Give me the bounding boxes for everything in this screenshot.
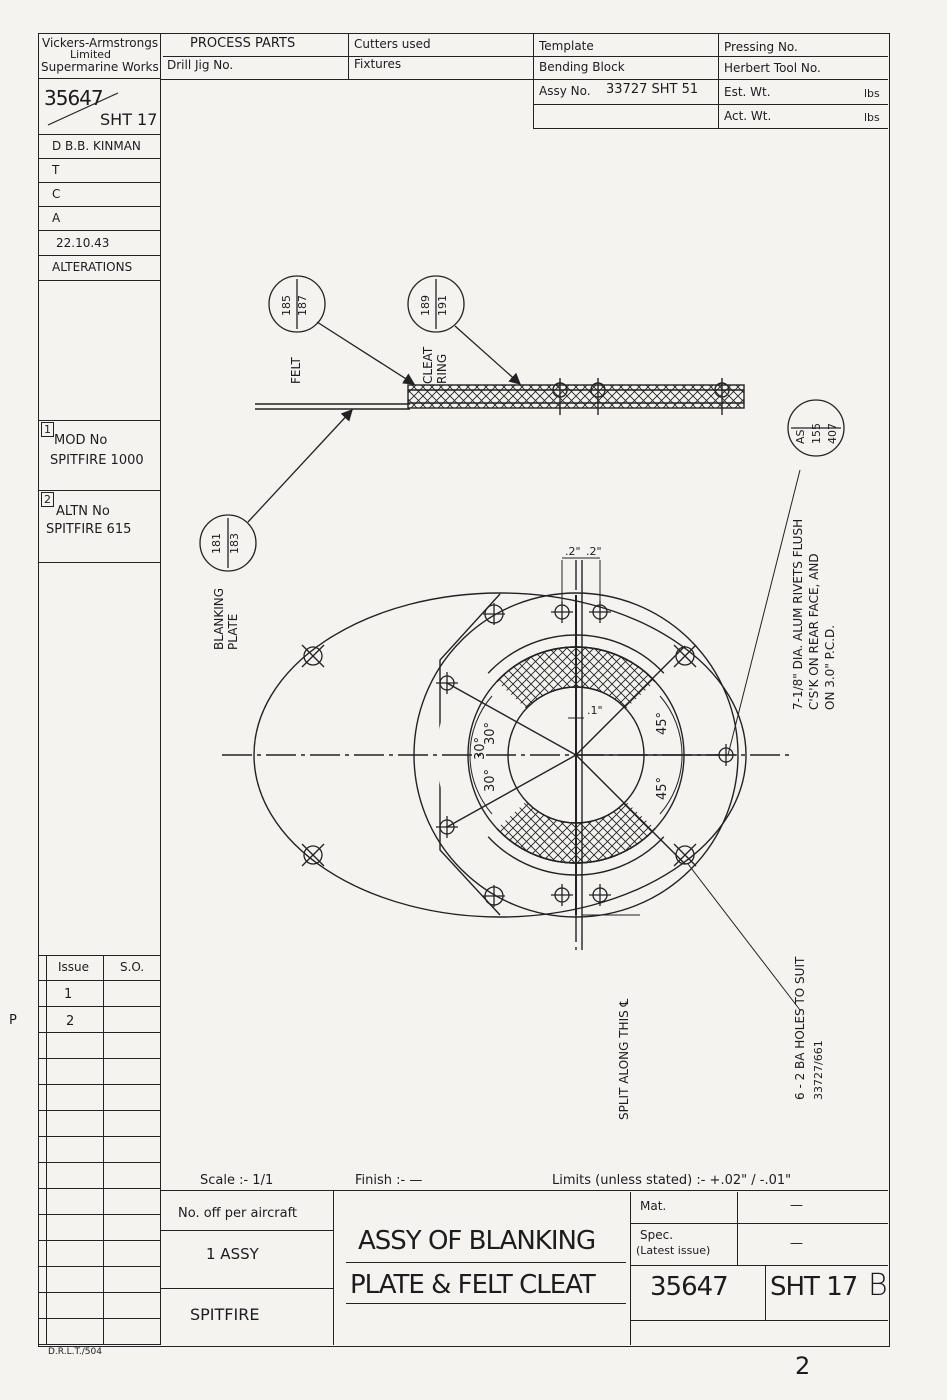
sheet-number-left: SHT 17 xyxy=(100,110,158,129)
approval-date: 22.10.43 xyxy=(56,236,110,250)
blanking-part-b: 183 xyxy=(228,533,241,554)
page-mark: 2 xyxy=(795,1352,810,1380)
sheet-number-footer: SHT 17 xyxy=(770,1272,858,1302)
form-number: D.R.L.T./504 xyxy=(48,1347,102,1357)
rivet-part-b: 155 xyxy=(810,423,823,444)
material-dash: — xyxy=(790,1198,803,1213)
spec-latest: (Latest issue) xyxy=(636,1244,711,1257)
issue-row-1: 1 xyxy=(64,987,73,1002)
mod1-box: 1 xyxy=(41,422,54,437)
title-line-2: PLATE & FELT CLEAT xyxy=(350,1270,595,1300)
dim-2b: .2" xyxy=(586,545,602,558)
title-line-1: ASSY OF BLANKING xyxy=(358,1226,596,1256)
scale: Scale :- 1/1 xyxy=(200,1173,274,1188)
dim-1: .1" xyxy=(587,704,603,717)
angle-30c: 30° xyxy=(473,736,488,760)
material: Mat. xyxy=(640,1199,667,1213)
so-header: S.O. xyxy=(120,960,145,974)
cleat-part-b: 191 xyxy=(436,295,449,316)
mod2-value: SPITFIRE 615 xyxy=(46,522,132,537)
issue-row-2: 2 xyxy=(66,1014,75,1029)
rivet-part-a: AS xyxy=(794,429,807,444)
aircraft-name: SPITFIRE xyxy=(190,1305,260,1324)
spec: Spec. xyxy=(640,1228,674,1242)
drawing-number-footer: 35647 xyxy=(650,1272,728,1302)
herbert-tool-no: Herbert Tool No. xyxy=(724,61,821,75)
act-wt-unit: lbs xyxy=(864,111,880,124)
approval-d: D B.B. KINMAN xyxy=(52,139,141,153)
rivet-note-3: ON 3.0" P.C.D. xyxy=(823,624,837,710)
holes-note-1: 6 - 2 BA HOLES TO SUIT xyxy=(793,956,807,1100)
quantity-assy: 1 ASSY xyxy=(206,1245,259,1263)
assy-no-label: Assy No. xyxy=(539,84,591,98)
pressing-no: Pressing No. xyxy=(724,40,798,54)
blanking-part-a: 181 xyxy=(210,533,223,554)
company-name-line1: Vickers-Armstrongs xyxy=(42,36,159,50)
assy-no-value: 33727 SHT 51 xyxy=(606,82,699,97)
cleat-label-a: CLEAT xyxy=(421,346,435,384)
limits: Limits (unless stated) :- +.02" / -.01" xyxy=(552,1173,792,1188)
mod2-label: ALTN No xyxy=(56,504,110,519)
drawing-number-left: 35647 xyxy=(44,86,103,110)
angle-30a: 30° xyxy=(483,721,498,745)
issue-header: Issue xyxy=(58,960,90,974)
side-elevation xyxy=(255,378,744,415)
cutters-used: Cutters used xyxy=(354,37,431,51)
act-wt: Act. Wt. xyxy=(724,109,772,123)
cleat-part-a: 189 xyxy=(419,295,432,316)
no-off-per-aircraft: No. off per aircraft xyxy=(178,1206,298,1221)
approval-c: C xyxy=(52,187,61,201)
felt-part-a: 185 xyxy=(280,295,293,316)
angle-45b: 45° xyxy=(655,776,670,800)
company-name-line3: Supermarine Works xyxy=(41,60,159,74)
template: Template xyxy=(539,39,594,53)
approval-a: A xyxy=(52,211,61,225)
process-parts: PROCESS PARTS xyxy=(190,36,296,51)
drill-jig: Drill Jig No. xyxy=(167,58,234,72)
angle-45a: 45° xyxy=(655,711,670,735)
rivet-note-1: 7-1/8" DIA. ALUM RIVETS FLUSH xyxy=(791,518,805,710)
felt-part-b: 187 xyxy=(296,295,309,316)
est-wt-unit: lbs xyxy=(864,87,880,100)
mod1-value: SPITFIRE 1000 xyxy=(50,453,144,468)
issue-letter: B xyxy=(868,1268,887,1303)
rivet-note-2: C'S'K ON REAR FACE, AND xyxy=(807,553,821,710)
spec-dash: — xyxy=(790,1236,803,1251)
mod2-box: 2 xyxy=(41,492,54,507)
plan-view xyxy=(222,560,790,950)
blanking-label-a: BLANKING xyxy=(212,587,226,650)
approval-t: T xyxy=(52,163,60,177)
split-note: SPLIT ALONG THIS ℄ xyxy=(617,998,631,1120)
cleat-label-b: RING xyxy=(435,353,449,384)
mod1-label: MOD No xyxy=(54,433,108,448)
dim-2a: .2" xyxy=(565,545,581,558)
blanking-label-b: PLATE xyxy=(226,613,240,650)
est-wt: Est. Wt. xyxy=(724,85,771,99)
company-name-line2: Limited xyxy=(70,48,112,61)
finish: Finish :- — xyxy=(355,1173,423,1188)
fixtures: Fixtures xyxy=(354,57,402,71)
margin-mark: P xyxy=(9,1013,17,1028)
felt-label: FELT xyxy=(289,357,303,384)
holes-note-2: 33727/661 xyxy=(812,1040,825,1100)
alterations-label: ALTERATIONS xyxy=(52,260,133,274)
rivet-part-c: 407 xyxy=(826,423,839,444)
angle-30b: 30° xyxy=(483,768,498,792)
bending-block: Bending Block xyxy=(539,60,625,74)
